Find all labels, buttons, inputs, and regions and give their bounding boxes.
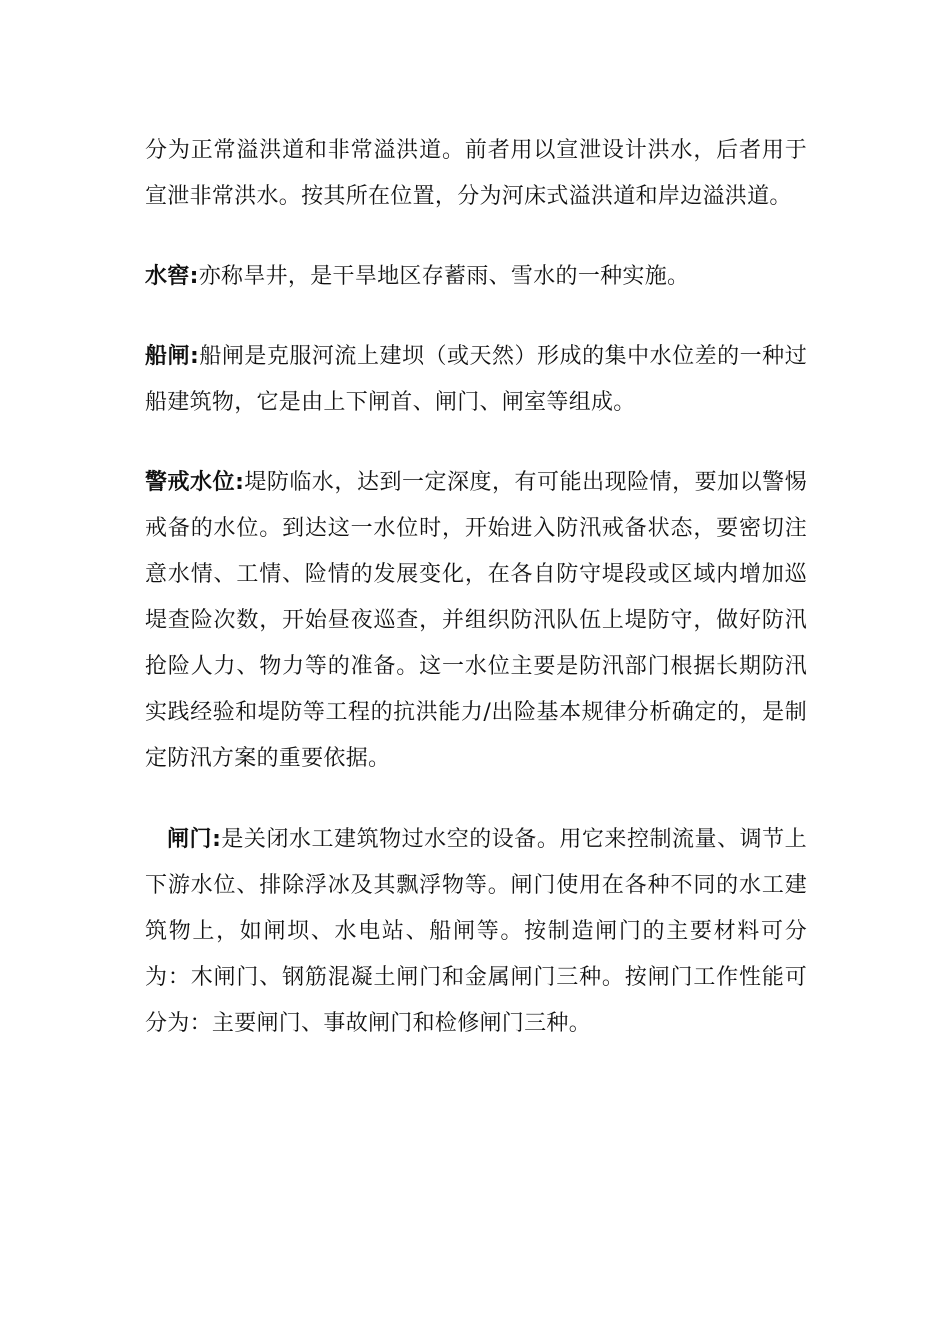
term-label: 水窖	[145, 264, 190, 289]
term-label: 船闸	[145, 344, 191, 369]
paragraph-water-cellar	[145, 254, 807, 300]
term-separator: :	[190, 344, 200, 369]
paragraph-text: 分为正常溢洪道和非常溢洪道。前者用以宣泄设计洪水，后者用于宣泄非常洪水。按其所在位置，分为河床式溢洪道和岸边溢洪道。	[145, 138, 807, 209]
paragraph-text: 亦称旱井，是干旱地区存蓄雨、雪水的一种实施。	[198, 264, 690, 289]
term-separator: :	[189, 264, 199, 289]
paragraph-gate	[145, 817, 807, 1047]
paragraph-warning-water-level	[145, 460, 807, 782]
paragraph-text: 是关闭水工建筑物过水空的设备。用它来控制流量、调节上下游水位、排除浮冰及其飘浮物等。闸门使用在各种不同的水工建筑物上，如闸坝、水电站、船闸等。按制造闸门的主要材料可分为：木闸门、钢筋混凝土闸门和金属闸门三种。按闸门工作性能可分为：主要闸门、事故闸门和检修闸门三种。	[145, 827, 807, 1036]
term-separator: :	[212, 827, 222, 852]
term-label: 警戒水位	[145, 470, 236, 495]
document-body	[145, 128, 807, 1047]
term-separator: :	[235, 470, 245, 495]
term-label: 闸门	[167, 827, 213, 852]
paragraph-spillway-continuation	[145, 128, 807, 220]
paragraph-text: 船闸是克服河流上建坝（或天然）形成的集中水位差的一种过船建筑物，它是由上下闸首、闸门、闸室等组成。	[145, 344, 807, 415]
paragraph-text: 堤防临水，达到一定深度，有可能出现险情，要加以警惕戒备的水位。到达这一水位时，开始进入防汛戒备状态，要密切注意水情、工情、险情的发展变化，在各自防守堤段或区域内增加巡堤查险次数，开始昼夜巡查，并组织防汛队伍上堤防守，做好防汛抢险人力、物力等的准备。这一水位主要是防汛部门根据长期防汛实践经验和堤防等工程的抗洪能力/出险基本规律分析确定的，是制定防汛方案的重要依据。	[145, 470, 807, 771]
paragraph-ship-lock	[145, 334, 807, 426]
